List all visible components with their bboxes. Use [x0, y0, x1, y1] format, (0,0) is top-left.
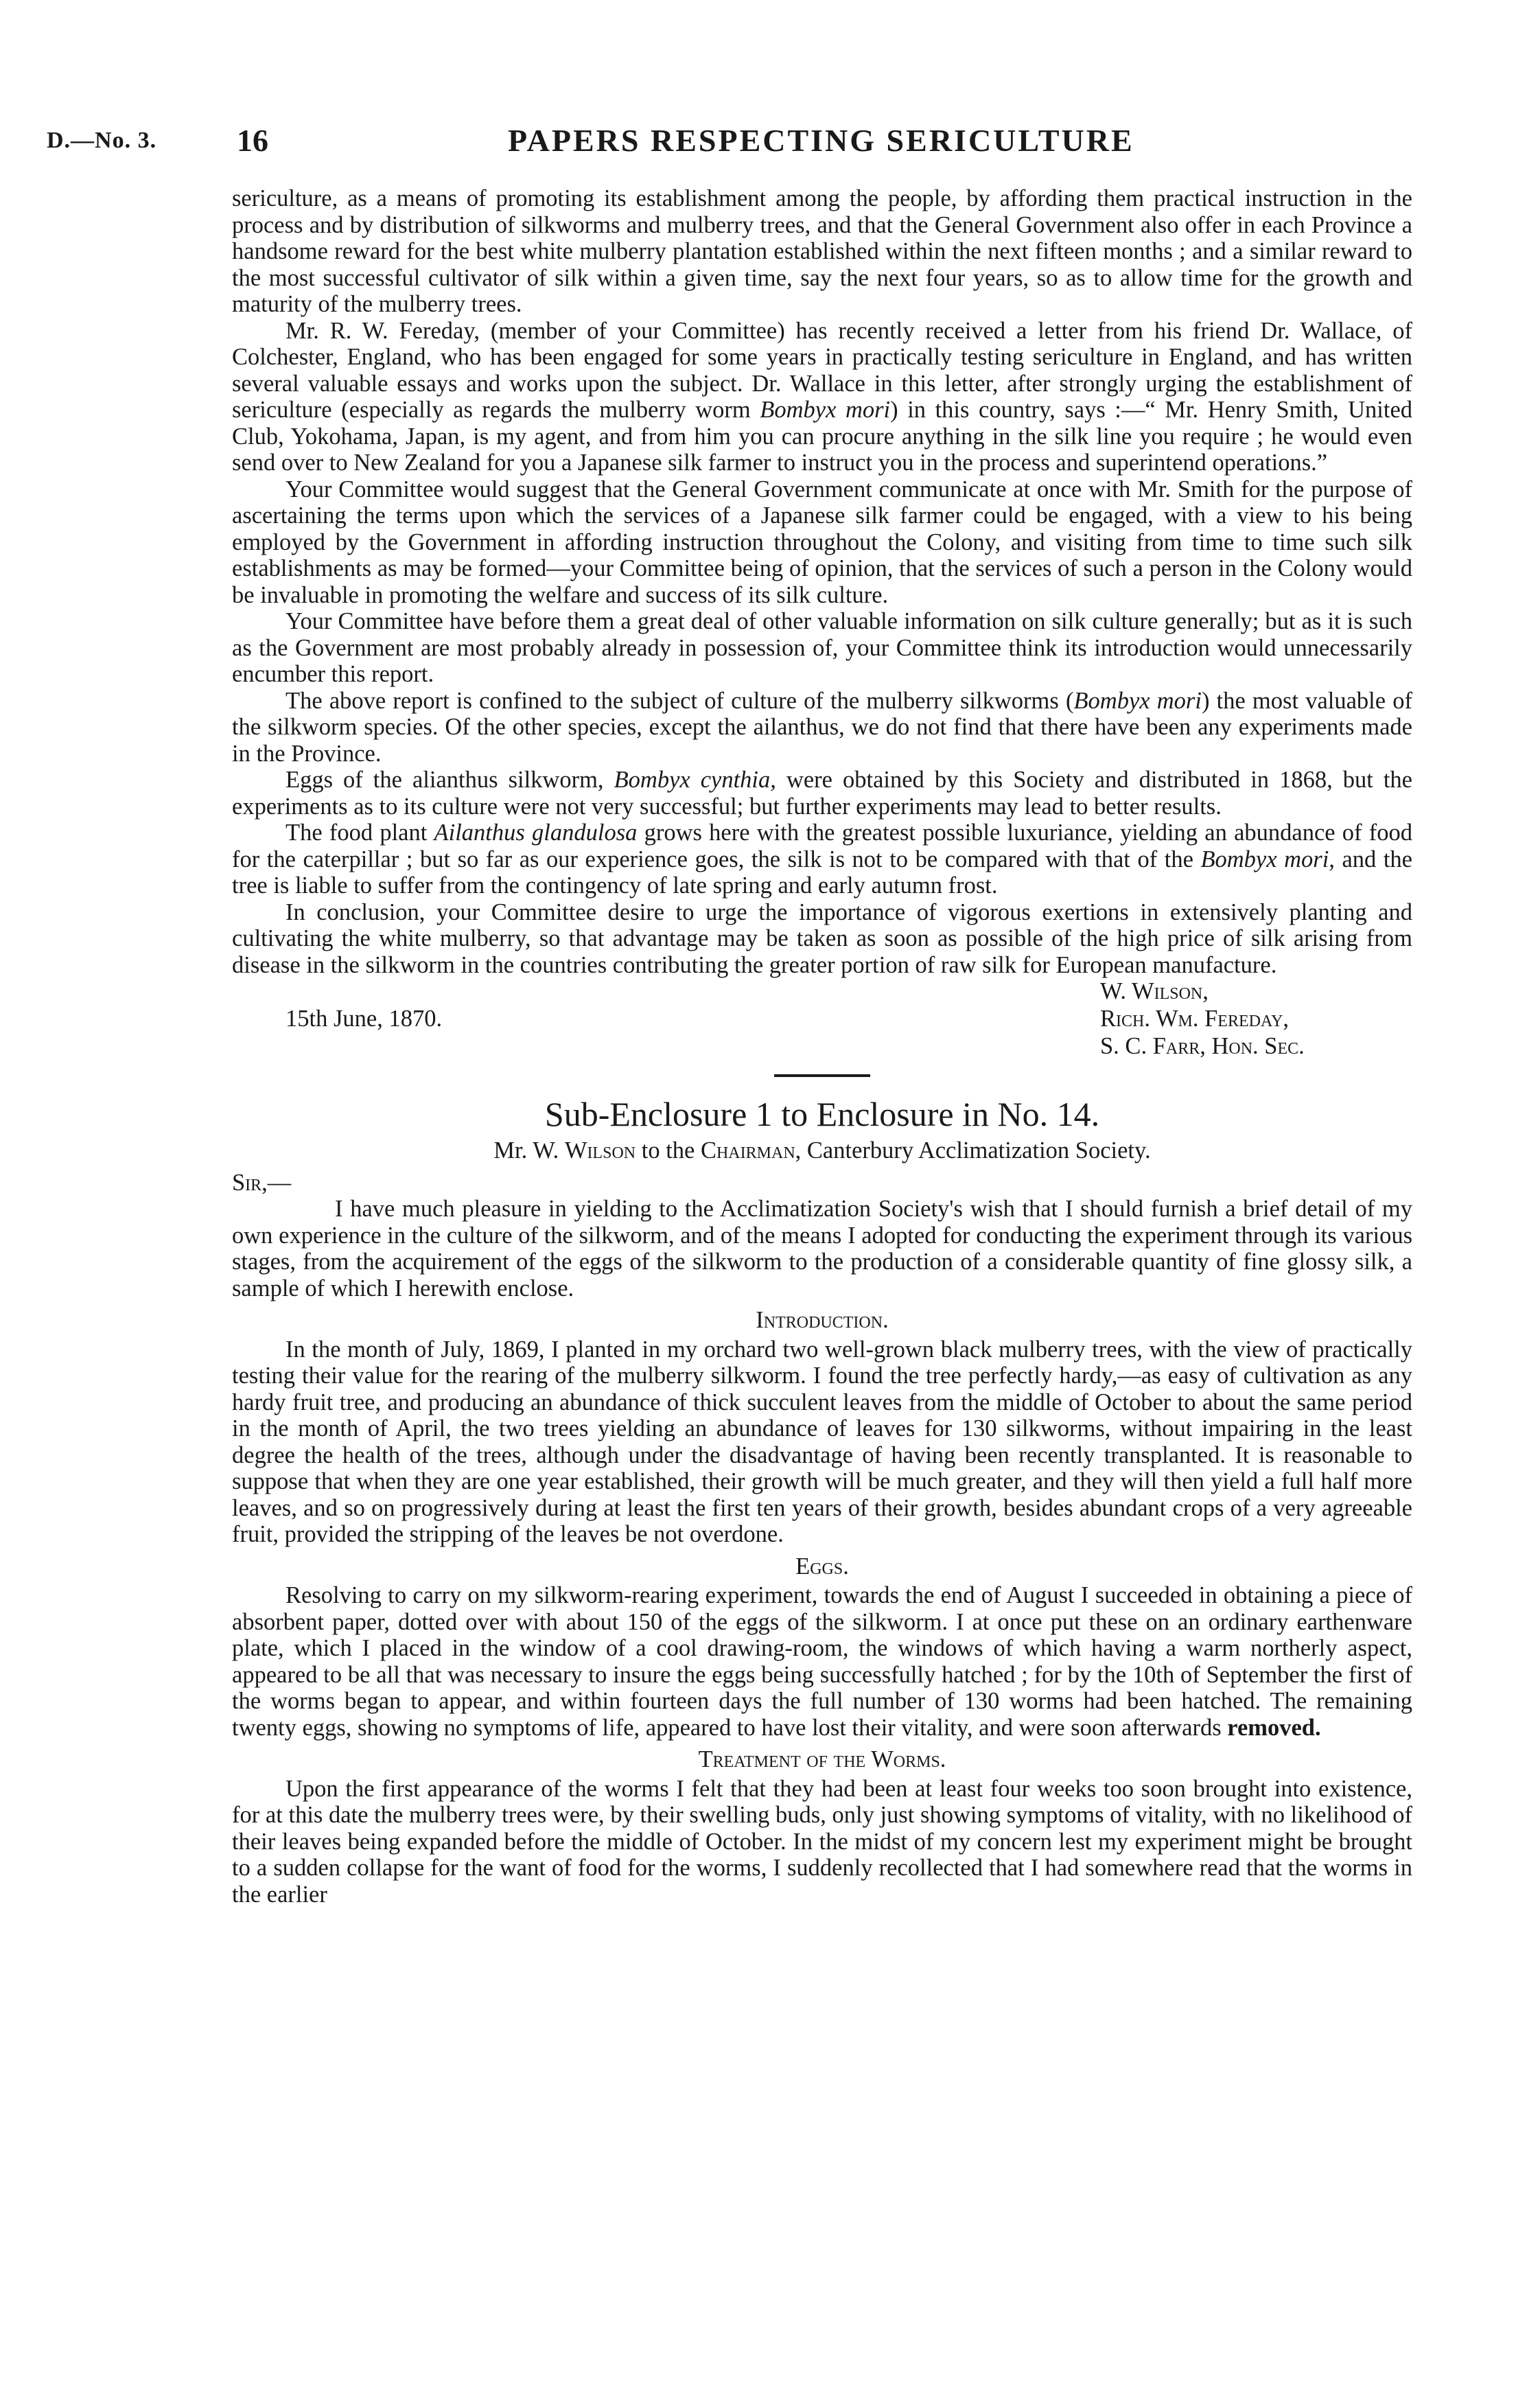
- recipient-title: Chairman: [700, 1137, 795, 1164]
- paragraph-text: and the tree is liable to suffer from the contingency of late spring and early autumn frost.: [232, 846, 1412, 899]
- italic-species-name: Bombyx mori,: [1200, 846, 1335, 872]
- running-title: PAPERS RESPECTING SERICULTURE: [508, 123, 1134, 158]
- from-to-text: to the: [635, 1137, 701, 1164]
- paragraph: Your Committee would suggest that the General Government communicate at once with Mr. Smith for the purpose of ascertaining the terms upon which the services of a Japanese silk farmer could be engaged, with a view to his being employed by the Government in affording instruction throughout the Colony, and visiting from time to time such silk establishments as may be formed—your Committee being of opinion, that the services of such a person in the Colony would be invaluable in promoting the welfare and success of its silk culture.: [232, 476, 1412, 608]
- signatory-name: Rich. Wm. Fereday,: [1100, 1006, 1290, 1032]
- page-number: 16: [237, 123, 268, 158]
- italic-species-name: Ailanthus glandulosa: [434, 820, 638, 846]
- italic-species-name: Bombyx cynthia,: [614, 767, 776, 793]
- signature-block: [232, 978, 1412, 1061]
- signatory-name: W. Wilson,: [1100, 978, 1209, 1004]
- paragraph: Your Committee have before them a great deal of other valuable information on silk culture generally; but as it is such as the Government are most probably already in possession of, your Committee think its introduction would unnecessarily encumber this report.: [232, 608, 1412, 687]
- paragraph: [232, 318, 1412, 476]
- paragraph-text: were obtained by this Society and distributed in 1868, but the experiments as to its culture were not very successful; but further experiments may lead to better results.: [232, 767, 1412, 820]
- section-heading-eggs: Eggs.: [795, 1553, 849, 1579]
- paragraph-text: ) the most valuable of the silkworm species. Of the other species, except the ailanthus, we do not find that there have been any experiments made in the Province.: [232, 687, 1412, 767]
- paragraph-text: The food plant: [285, 820, 434, 846]
- signature-date: 15th June, 1870.: [285, 1006, 443, 1032]
- paragraph: [232, 688, 1412, 767]
- salutation: Sir,—: [232, 1169, 292, 1196]
- paragraph-text: Eggs of the alianthus silkworm,: [285, 767, 614, 793]
- page-body: [232, 185, 1412, 1908]
- paragraph: [232, 767, 1412, 820]
- italic-species-name: Bombyx mori: [1073, 687, 1202, 714]
- section-heading-introduction: Introduction.: [756, 1307, 889, 1333]
- paragraph-text: grows here with the greatest possible luxuriance, yielding an abundance of food for the caterpillar ; but so far as our experience goes, the silk is not to be compared with that of the: [232, 820, 1413, 872]
- letter-from-to: [232, 1137, 1412, 1164]
- paragraph-text: Mr. R. W. Fereday, (member of your Committee) has recently received a letter from his friend Dr. Wallace, of Colchester, England, who has been engaged for some years in practically testing sericulture in England, and has written several valuable essays and works upon the subject. Dr. Wallace in this letter, after strongly urging the establishment of sericulture (especially as regards the mulberry worm: [232, 317, 1412, 423]
- from-to-text: , Canterbury Acclimatization Society.: [795, 1137, 1151, 1164]
- enclosure-heading: Sub-Enclosure 1 to Enclosure in No. 14.: [544, 1095, 1100, 1133]
- signatory-name: S. C. Farr, Hon. Sec.: [1100, 1033, 1305, 1059]
- paragraph-text: ) in this country, says :—“ Mr. Henry Smith, United Club, Yokohama, Japan, is my agent, and from him you can procure anything in the silk line you require ; he would even send over to New Zealand for you a Japanese silk farmer to instruct you in the process and superintend operations.”: [232, 397, 1413, 476]
- from-to-text: Mr. W.: [493, 1137, 565, 1164]
- paragraph: In conclusion, your Committee desire to urge the importance of vigorous exertions in extensively planting and cultivating the white mulberry, so that advantage may be taken as soon as possible of the high price of silk arising from disease in the silkworm in the countries contributing the greater portion of raw silk for European manufacture.: [232, 899, 1412, 978]
- paragraph-text: Resolving to carry on my silkworm-rearing experiment, towards the end of August I succeeded in obtaining a piece of absorbent paper, dotted over with about 150 of the eggs of the silkworm. I at once put these on an ordinary earthenware plate, which I placed in the window of a cool drawing-room, the windows of which having a warm northerly aspect, appeared to be all that was necessary to insure the eggs being successfully hatched ; for by the 10th of September the first of the worms began to appear, and within fourteen days the full number of 130 worms had been hatched. The remaining twenty eggs, showing no symptoms of life, appeared to have lost their vitality, and were soon afterwards: [232, 1582, 1412, 1741]
- paragraph-text: The above report is confined to the subject of culture of the mulberry silkworms (: [285, 687, 1074, 714]
- paragraph: [232, 1582, 1412, 1741]
- section-divider: [232, 1061, 1412, 1091]
- page-header: [0, 122, 1516, 163]
- paragraph: I have much pleasure in yielding to the Acclimatization Society's wish that I should furnish a brief detail of my own experience in the culture of the silkworm, and of the means I adopted for conducting the experiment through its various stages, from the acquirement of the eggs of the silkworm to the production of a considerable quantity of fine glossy silk, a sample of which I herewith enclose.: [232, 1196, 1412, 1301]
- paragraph: Upon the first appearance of the worms I felt that they had been at least four weeks too soon brought into existence, for at this date the mulberry trees were, by their swelling buds, only just showing symptoms of vitality, with no likelihood of their leaves being expanded before the middle of October. In the midst of my concern lest my experiment might be brought to a sudden collapse for the want of food for the worms, I suddenly recollected that I had somewhere read that the worms in the earlier: [232, 1775, 1412, 1908]
- section-heading-treatment: Treatment of the Worms.: [698, 1746, 946, 1772]
- paragraph: In the month of July, 1869, I planted in my orchard two well-grown black mulberry trees, with the view of practically testing their value for the rearing of the mulberry silkworm. I found the tree perfectly hardy,—as easy of cultivation as any hardy fruit tree, and producing an abundance of thick succulent leaves from the middle of October to about the same period in the month of April, the two trees yielding an abundance of leaves for 130 silkworms, without impairing in the least degree the health of the trees, although under the disadvantage of having been recently transplanted. It is reasonable to suppose that when they are one year established, their growth will be much greater, and they will then yield a full half more leaves, and so on progressively during at least the first ten years of their growth, besides abundant crops of a very agreeable fruit, provided the stripping of the leaves be not overdone.: [232, 1336, 1412, 1547]
- paragraph-text: removed.: [1227, 1714, 1321, 1741]
- document-reference: D.—No. 3.: [47, 128, 157, 153]
- sender-name: Wilson: [564, 1137, 636, 1164]
- paragraph: [232, 820, 1412, 899]
- italic-species-name: Bombyx mori: [760, 397, 891, 423]
- paragraph: sericulture, as a means of promoting its establishment among the people, by affording them practical instruction in the process and by distribution of silkworms and mulberry trees, and that the General Government also offer in each Province a handsome reward for the best white mulberry plantation established within the next fifteen months ; and a similar reward to the most successful cultivator of silk within a given time, say the next four years, so as to allow time for the growth and maturity of the mulberry trees.: [232, 185, 1412, 317]
